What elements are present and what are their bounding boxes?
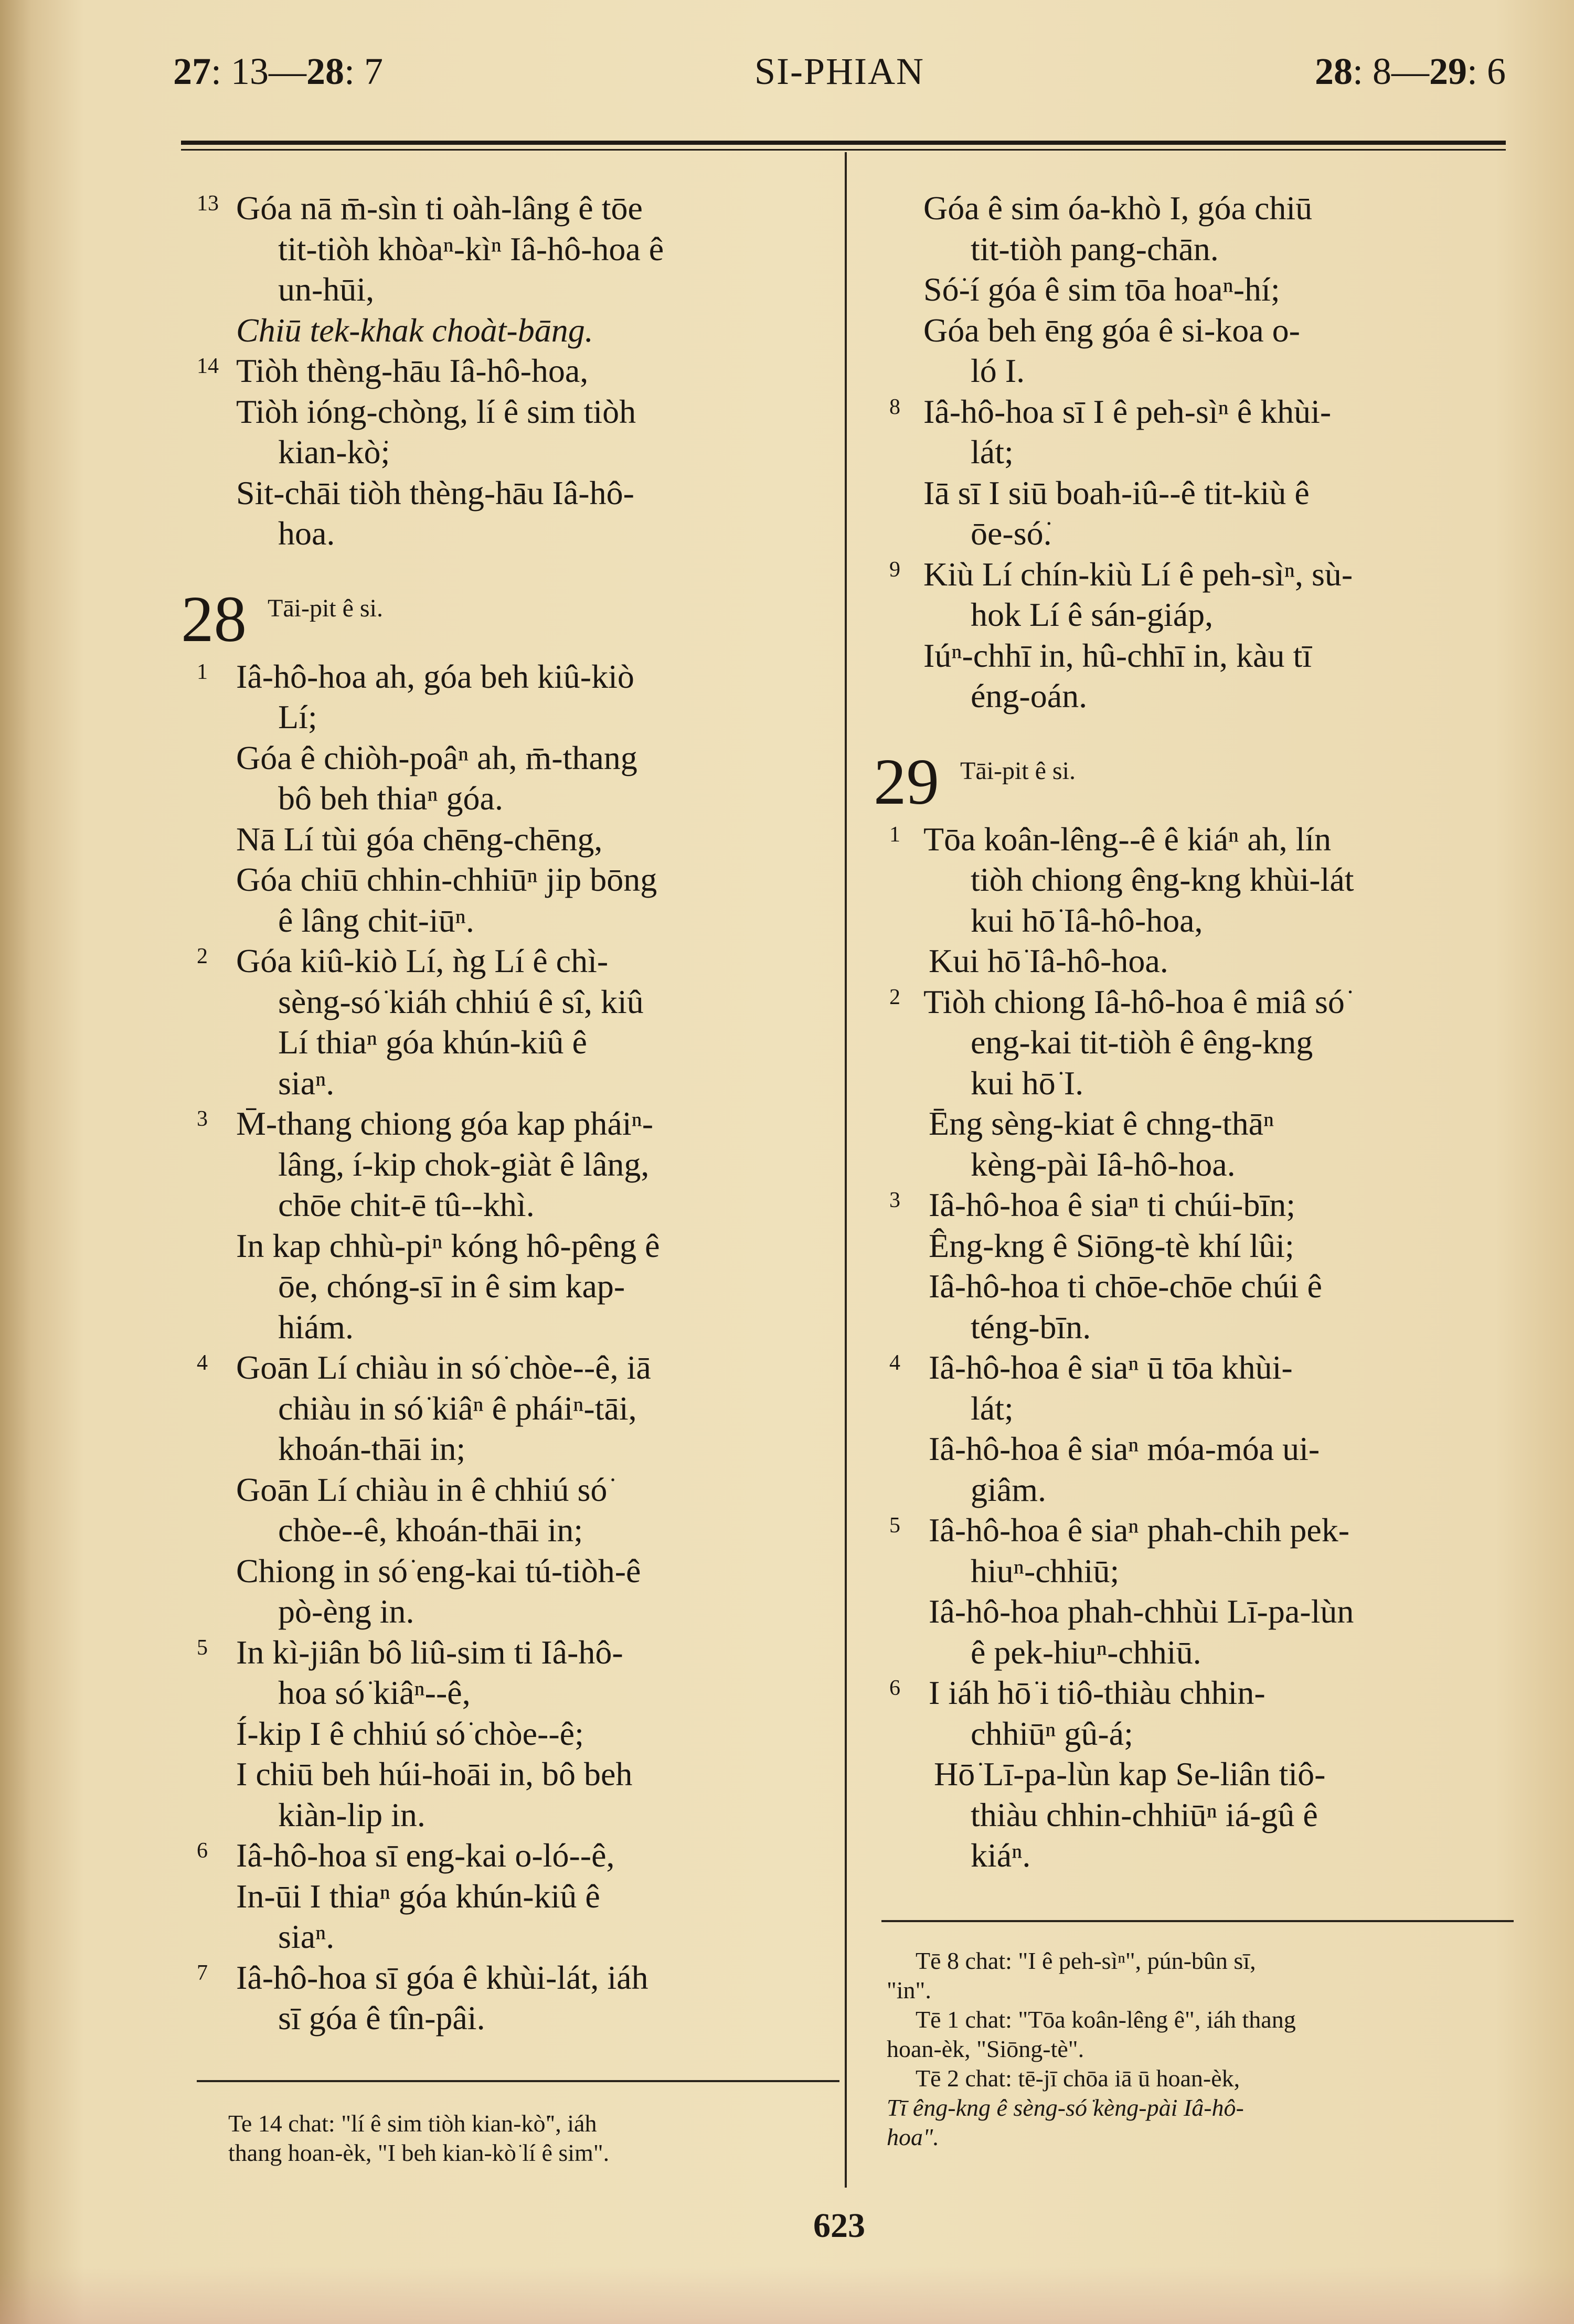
verse-line: Góa beh ēng góa ê si-koa o-	[923, 311, 1300, 349]
verse-line: 8 Iâ-hô-hoa sī I ê peh-sìⁿ ê khùi-	[874, 391, 1522, 432]
verse-line: kiáⁿ.	[971, 1837, 1031, 1874]
verse-line: In kap chhù-piⁿ kóng hô-pêng ê	[236, 1227, 660, 1264]
verse-number: 3	[889, 1188, 900, 1212]
verse-line: 13 Góa nā m̄-sìn ti oàh-lâng ê tōe	[181, 188, 832, 229]
left-column	[181, 188, 832, 2039]
verse-line: Iúⁿ-chhī in, hû-chhī in, kàu tī	[923, 636, 1312, 674]
verse-line: chōe chit-ē tû--khì.	[278, 1186, 535, 1223]
right-footnote-rule	[881, 1920, 1514, 1922]
verse-line: ōe-só͘.	[971, 515, 1052, 552]
verse-line: ê pek-hiuⁿ-chhiū.	[971, 1633, 1201, 1671]
verse-line: 5 In kì-jiân bô liû-sim ti Iâ-hô-	[181, 1632, 832, 1673]
verse-line: 14 Tiòh thèng-hāu Iâ-hô-hoa,	[181, 350, 832, 391]
verse-number: 1	[889, 822, 900, 847]
verse-line: Chiong in só͘ eng-kai tú-tiòh-ê	[236, 1552, 641, 1590]
verse-number: 13	[197, 191, 219, 216]
verse-line: un-hūi,	[278, 271, 375, 308]
verse-line: hoa só͘ kiâⁿ--ê,	[278, 1674, 471, 1711]
verse-line: éng-oán.	[971, 677, 1088, 715]
verse-line: lát;	[971, 433, 1014, 471]
verse-number: 1	[197, 659, 208, 684]
verse-line: Lí;	[278, 698, 317, 735]
verse-line: chòe--ê, khoán-thāi in;	[278, 1511, 583, 1549]
chapter-heading-28	[181, 583, 832, 656]
verse-number: 4	[889, 1351, 900, 1375]
verse-line: thiàu chhin-chhiūⁿ iá-gû ê	[971, 1796, 1318, 1833]
verse-line: lát;	[971, 1389, 1014, 1427]
footnote-line: Tī êng-kng ê sèng-só͘ kèng-pài Iâ-hô-	[887, 2094, 1244, 2121]
verse-line: Í-kip I ê chhiú só͘ chòe--ê;	[236, 1714, 584, 1752]
footnote-line: thang hoan-èk, "I beh kian-kò͘ lí ê sim".	[228, 2139, 610, 2166]
footnote-line: Te 14 chat: "lí ê sim tiòh kian-kò͘", iáh	[228, 2110, 597, 2137]
book-title: SI-PHIAN	[754, 50, 924, 92]
verse-line: Sit-chāi tiòh thèng-hāu Iâ-hô-	[236, 474, 634, 511]
verse-line: 9 Kiù Lí chín-kiù Lí ê peh-sìⁿ, sù-	[874, 554, 1522, 595]
verse-line: kèng-pài Iâ-hô-hoa.	[971, 1145, 1236, 1183]
verse-line: eng-kai tit-tiòh ê êng-kng	[971, 1024, 1313, 1061]
verse-line: Chiū tek-khak choàt-bāng.	[236, 311, 593, 349]
verse-line: Lí thiaⁿ góa khún-kiû ê	[278, 1024, 587, 1061]
verse-number: 7	[197, 1960, 208, 1985]
verse-line: Goān Lí chiàu in ê chhiú só͘	[236, 1470, 608, 1508]
verse-line: Iā sī I siū boah-iû--ê tit-kiù ê	[923, 474, 1310, 511]
verse-line: 4 Iâ-hô-hoa ê siaⁿ ū tōa khùi-	[874, 1347, 1522, 1388]
verse-line: siaⁿ.	[278, 1064, 335, 1102]
verse-line: Êng-kng ê Siōng-tè khí lûi;	[929, 1227, 1294, 1264]
verse-number: 6	[889, 1676, 900, 1700]
verse-line: sī góa ê tîn-pâi.	[278, 1999, 485, 2037]
verse-line: kui hō͘ Iâ-hô-hoa,	[971, 901, 1203, 939]
verse-number: 2	[889, 985, 900, 1009]
verse-line: khoán-thāi in;	[278, 1430, 466, 1467]
footnote-line: Tē 1 chat: "Tōa koân-lêng ê", iáh thang	[916, 2006, 1296, 2033]
verse-line: 1 Iâ-hô-hoa ah, góa beh kiû-kiò	[181, 656, 832, 697]
verse-line: ê lâng chit-iūⁿ.	[278, 901, 474, 939]
footnote-line: hoa".	[887, 2124, 939, 2150]
right-column	[874, 188, 1522, 1876]
verse-line: bô beh thiaⁿ góa.	[278, 780, 503, 817]
verse-number: 4	[197, 1351, 208, 1375]
verse-number: 8	[889, 395, 900, 419]
verse-line: kian-kò͘;	[278, 433, 390, 471]
footnote-line: "in".	[887, 1977, 931, 2003]
header-rule-thick	[181, 141, 1506, 145]
verse-line: Só͘-í góa ê sim tōa hoaⁿ-hí;	[923, 271, 1280, 308]
verse-number: 3	[197, 1107, 208, 1131]
verse-line: hiuⁿ-chhiū;	[971, 1552, 1120, 1590]
chapter-superscription: Tāi-pit ê si.	[960, 756, 1076, 785]
verse-line: hok Lí ê sán-giáp,	[971, 596, 1214, 633]
verse-line: 6 Iâ-hô-hoa sī eng-kai o-ló--ê,	[181, 1835, 832, 1876]
chapter-number: 29	[874, 745, 939, 818]
verse-line: ōe, chóng-sī in ê sim kap-	[278, 1267, 625, 1305]
verse-line: Iâ-hô-hoa phah-chhùi Lī-pa-lùn	[929, 1593, 1354, 1630]
left-footnote-rule	[197, 2080, 839, 2082]
verse-line: Tiòh ióng-chòng, lí ê sim tiòh	[236, 392, 636, 430]
verse-number: 2	[197, 944, 208, 968]
verse-line: Iâ-hô-hoa ti chōe-chōe chúi ê	[929, 1267, 1322, 1305]
verse-number: 9	[889, 557, 900, 582]
verse-line: giâm.	[971, 1470, 1046, 1508]
chapter-superscription: Tāi-pit ê si.	[268, 594, 383, 622]
verse-line: téng-bīn.	[971, 1308, 1091, 1346]
verse-number: 14	[197, 354, 219, 378]
verse-line: kui hō͘ I.	[971, 1064, 1084, 1102]
verse-line: pò-èng in.	[278, 1593, 414, 1630]
header-left-reference: 27: 13—28: 7	[173, 50, 384, 92]
verse-line: hoa.	[278, 515, 335, 552]
column-divider	[845, 152, 847, 2188]
verse-number: 5	[889, 1513, 900, 1538]
right-footnotes	[887, 1946, 1296, 2152]
verse-line: tiòh chiong êng-kng khùi-lát	[971, 861, 1354, 898]
header-right-reference: 28: 8—29: 6	[1314, 50, 1506, 92]
header-rule-thin	[181, 149, 1506, 151]
chapter-number: 28	[181, 583, 247, 656]
verse-number: 6	[197, 1839, 208, 1863]
verse-line: Ēng sèng-kiat ê chng-thāⁿ	[929, 1105, 1274, 1142]
verse-line: 7 Iâ-hô-hoa sī góa ê khùi-lát, iáh	[181, 1957, 832, 1998]
verse-line: lâng, í-kip chok-giàt ê lâng,	[278, 1145, 650, 1183]
verse-line: Iâ-hô-hoa ê siaⁿ móa-móa ui-	[929, 1430, 1320, 1467]
verse-line: Góa ê sim óa-khò I, góa chiū	[923, 189, 1313, 227]
verse-line: ló I.	[971, 352, 1025, 389]
verse-line: In-ūi I thiaⁿ góa khún-kiû ê	[236, 1877, 600, 1915]
footnote-line: Tē 8 chat: "I ê peh-sìⁿ", pún-bûn sī,	[916, 1947, 1256, 1974]
verse-line: tit-tiòh pang-chān.	[971, 230, 1219, 268]
verse-line: Góa chiū chhin-chhiūⁿ jip bōng	[236, 861, 657, 898]
verse-line: kiàn-lip in.	[278, 1796, 426, 1833]
verse-line: 6 I iáh hō͘ i tiô-thiàu chhin-	[874, 1672, 1522, 1713]
verse-line: 2 Góa kiû-kiò Lí, ǹg Lí ê chì-	[181, 941, 832, 982]
verse-number: 5	[197, 1635, 208, 1660]
verse-line: chiàu in só͘ kiâⁿ ê pháiⁿ-tāi,	[278, 1389, 637, 1427]
page-number: 623	[813, 2206, 865, 2245]
verse-line: hiám.	[278, 1308, 354, 1346]
verse-line: 3 M̄-thang chiong góa kap pháiⁿ-	[181, 1103, 832, 1144]
left-footnotes	[228, 2109, 609, 2168]
verse-line: sèng-só͘ kiáh chhiú ê sî, kiû	[278, 983, 644, 1020]
verse-line: 3 Iâ-hô-hoa ê siaⁿ ti chúi-bīn;	[874, 1185, 1522, 1225]
chapter-heading-29	[874, 745, 1522, 819]
footnote-line: hoan-èk, "Siōng-tè".	[887, 2035, 1084, 2062]
footnote-line: Tē 2 chat: tē-jī chōa iā ū hoan-èk,	[916, 2065, 1240, 2092]
verse-line: Góa ê chiòh-poâⁿ ah, m̄-thang	[236, 739, 637, 776]
verse-line: I chiū beh húi-hoāi in, bô beh	[236, 1755, 633, 1793]
verse-line: 4 Goān Lí chiàu in só͘ chòe--ê, iā	[181, 1347, 832, 1388]
verse-line: 1 Tōa koân-lêng--ê ê kiáⁿ ah, lín	[874, 819, 1522, 860]
verse-line: tit-tiòh khòaⁿ-kìⁿ Iâ-hô-hoa ê	[278, 230, 664, 268]
verse-line: siaⁿ.	[278, 1918, 335, 1955]
verse-line: Nā Lí tùi góa chēng-chēng,	[236, 820, 603, 858]
verse-line: Kui hō͘ Iâ-hô-hoa.	[929, 942, 1168, 979]
verse-line: 2 Tiòh chiong Iâ-hô-hoa ê miâ só͘	[874, 982, 1522, 1022]
verse-line: 5 Iâ-hô-hoa ê siaⁿ phah-chih pek-	[874, 1510, 1522, 1551]
verse-line: chhiūⁿ gû-á;	[971, 1714, 1133, 1752]
running-header	[173, 50, 1506, 97]
verse-line: Hō͘ Lī-pa-lùn kap Se-liân tiô-	[934, 1755, 1326, 1793]
